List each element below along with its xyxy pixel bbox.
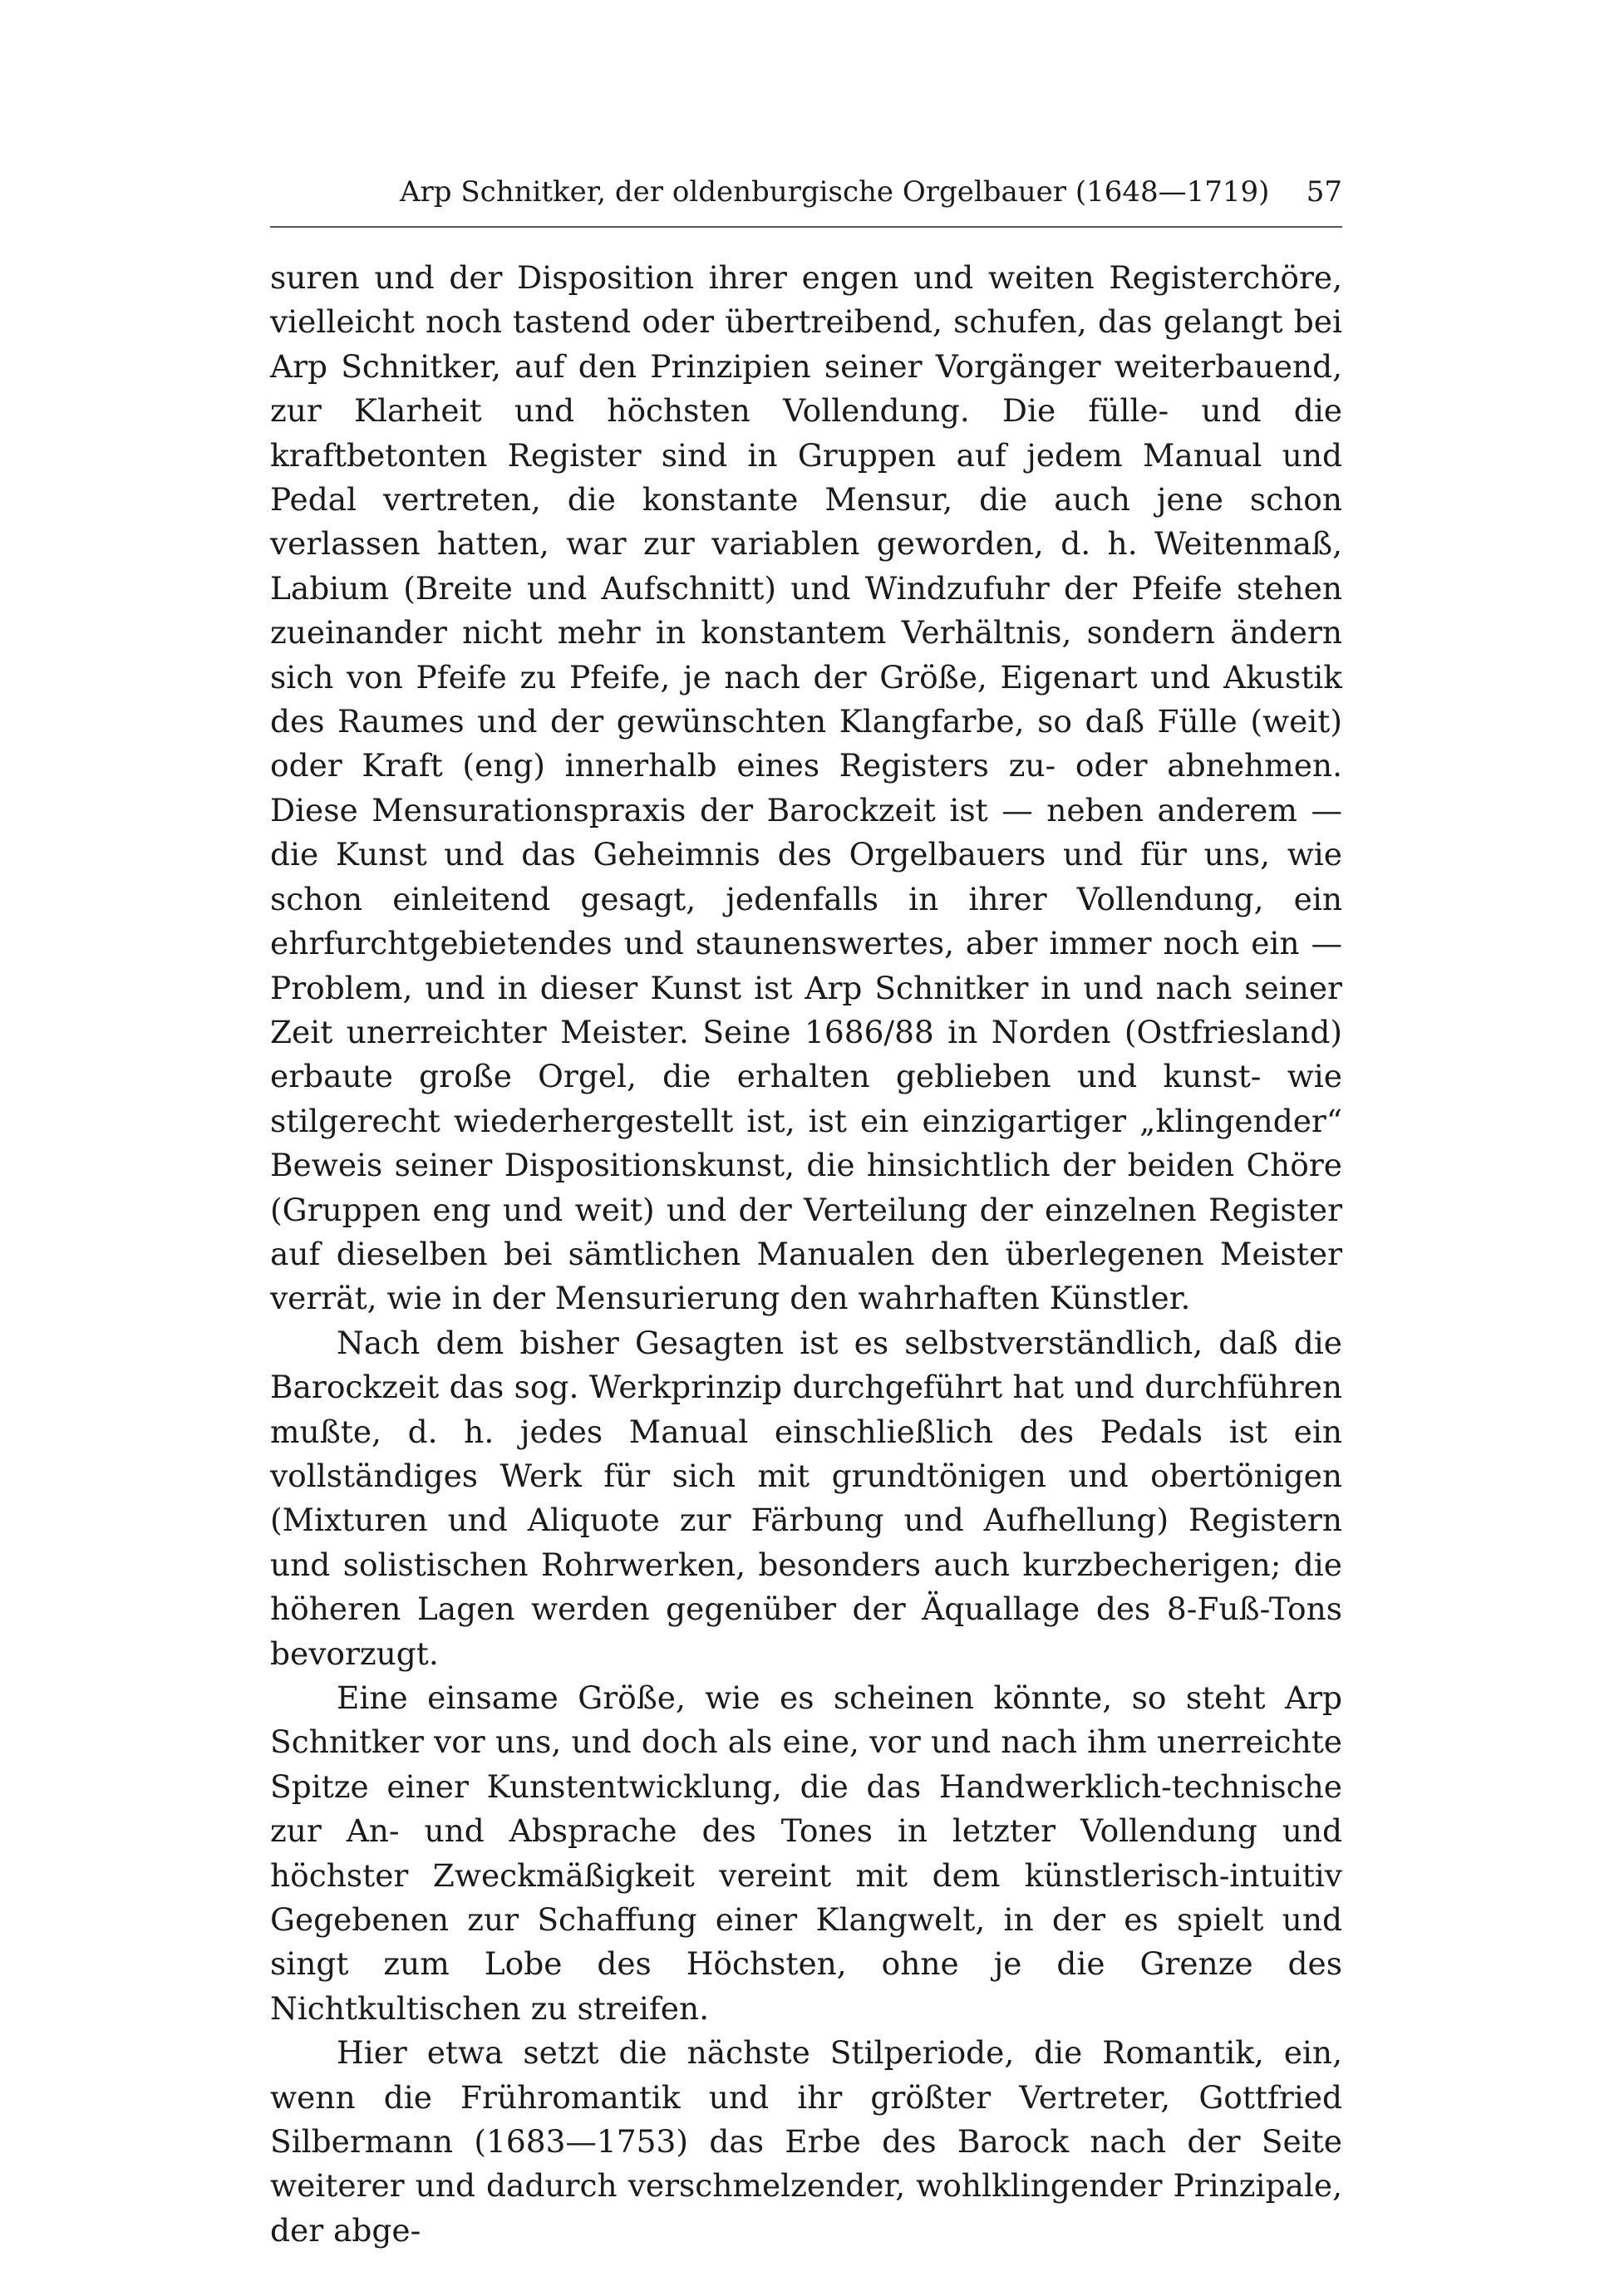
- page-number: 57: [1306, 175, 1342, 209]
- header-rule: [270, 226, 1342, 228]
- paragraph-3: Eine einsame Größe, wie es scheinen könnte, so steht Arp Schnitker vor uns, und doch als eine, vor und nach ihm unerreichte Spitze einer Kunstentwicklung, die das Handwerklich-technische zur An- und Absprache des Tones in letzter Vollendung und höchster Zweckmäßigkeit vereint mit dem künstlerisch-intuitiv Gegebenen zur Schaffung einer Klangwelt, in der es spielt und singt zum Lobe des Höchsten, ohne je die Grenze des Nichtkultischen zu streifen.: [270, 1679, 1342, 2027]
- paragraph-2: Nach dem bisher Gesagten ist es selbstverständlich, daß die Barockzeit das sog. Werkprinzip durchgeführt hat und durchführen mußte, d. h. jedes Manual einschließlich des Pedals ist ein vollständiges Werk für sich mit grundtönigen und obertönigen (Mixturen und Aliquote zur Färbung und Aufhellung) Registern und solistischen Rohrwerken, besonders auch kurzbecherigen; die höheren Lagen werden gegenüber der Äquallage des 8-Fuß-Tons bevorzugt.: [270, 1324, 1342, 1672]
- running-head: [270, 166, 1342, 218]
- text-body: [270, 256, 1342, 2253]
- paragraph-4: Hier etwa setzt die nächste Stilperiode, die Romantik, ein, wenn die Frühromantik und ihr größter Vertreter, Gottfried Silbermann (1683—1753) das Erbe des Barock nach der Seite weiterer und dadurch verschmelzender, wohlklingender Prinzipale, der abge-: [270, 2034, 1342, 2249]
- paragraph-1: suren und der Disposition ihrer engen und weiten Registerchöre, vielleicht noch tastend oder übertreibend, schufen, das gelangt bei Arp Schnitker, auf den Prinzipien seiner Vorgänger weiterbauend, zur Klarheit und höchsten Vollendung. Die fülle- und die kraftbetonten Register sind in Gruppen auf jedem Manual und Pedal vertreten, die konstante Mensur, die auch jene schon verlassen hatten, war zur variablen geworden, d. h. Weitenmaß, Labium (Breite und Aufschnitt) und Windzufuhr der Pfeife stehen zueinander nicht mehr in konstantem Verhältnis, sondern ändern sich von Pfeife zu Pfeife, je nach der Größe, Eigenart und Akustik des Raumes und der gewünschten Klangfarbe, so daß Fülle (weit) oder Kraft (eng) innerhalb eines Registers zu- oder abnehmen. Diese Mensurationspraxis der Barockzeit ist — neben anderem — die Kunst und das Geheimnis des Orgelbauers und für uns, wie schon einleitend gesagt, jedenfalls in ihrer Vollendung, ein ehrfurchtgebietendes und staunenswertes, aber immer noch ein — Problem, und in dieser Kunst ist Arp Schnitker in und nach seiner Zeit unerreichter Meister. Seine 1686/88 in Norden (Ostfriesland) erbaute große Orgel, die erhalten geblieben und kunst- wie stilgerecht wiederhergestellt ist, ist ein einzigartiger „klingender“ Beweis seiner Dispositionskunst, die hinsichtlich der beiden Chöre (Gruppen eng und weit) und der Verteilung der einzelnen Register auf dieselben bei sämtlichen Manualen den überlegenen Meister verrät, wie in der Mensurierung den wahrhaften Künstler.: [270, 259, 1342, 1317]
- book-page: [270, 166, 1342, 2253]
- running-title: Arp Schnitker, der oldenburgische Orgelbauer (1648—1719): [400, 175, 1270, 209]
